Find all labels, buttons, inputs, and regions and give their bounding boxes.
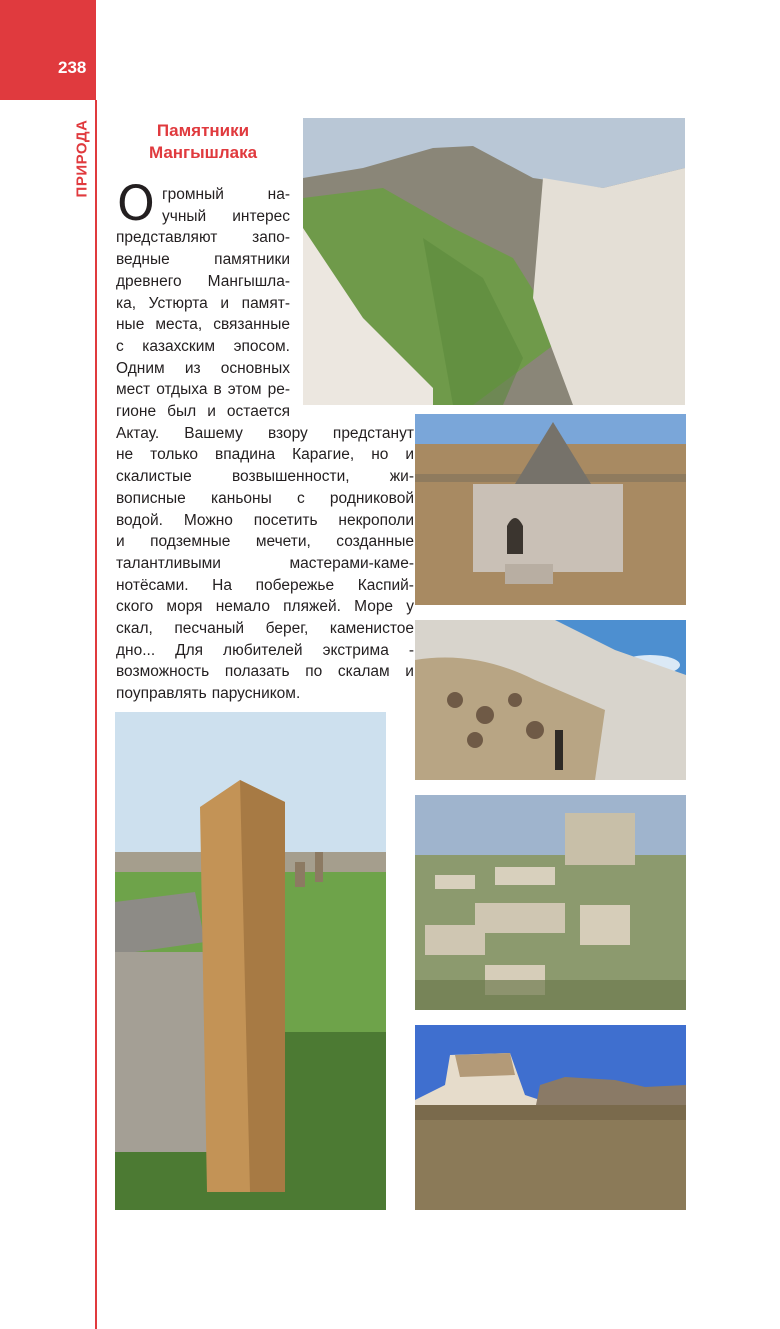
body-line — [116, 271, 290, 292]
body-word: Каспий- — [357, 576, 414, 594]
body-word: запо- — [252, 229, 290, 247]
body-word: нотёсами. — [116, 576, 189, 594]
section-label: ПРИРОДА — [73, 119, 91, 197]
body-word: казахским — [142, 337, 216, 355]
body-line — [116, 553, 414, 574]
body-line — [162, 184, 290, 205]
body-line — [116, 314, 290, 335]
body-word: мест — [116, 381, 151, 399]
body-word: дно... — [116, 641, 156, 659]
body-word: парусником. — [211, 685, 301, 703]
gravestone-photo — [115, 712, 386, 1210]
body-word: этом — [227, 381, 262, 399]
body-word: памятники — [214, 251, 290, 269]
body-word: Устюрта — [148, 294, 208, 312]
body-word: взору — [268, 424, 308, 442]
body-word: мечети, — [255, 533, 311, 551]
body-word: Можно — [183, 511, 233, 529]
body-line — [116, 488, 414, 509]
canyon-photo — [303, 118, 685, 405]
body-line — [116, 444, 414, 465]
body-word: не — [116, 446, 134, 464]
body-word: гионе — [116, 403, 157, 420]
body-word: с — [296, 489, 305, 507]
body-word: на- — [267, 186, 290, 203]
body-word: родниковой — [329, 489, 414, 507]
body-word: памят- — [241, 294, 290, 312]
body-word: скалистые — [116, 468, 192, 486]
body-word: побережье — [255, 576, 335, 594]
body-word: из — [184, 359, 201, 377]
body-word: вописные — [116, 489, 186, 507]
body-word: предстанут — [332, 424, 414, 442]
body-word: был — [167, 403, 197, 420]
body-line — [116, 510, 414, 531]
body-word: эпосом. — [233, 337, 290, 355]
body-word: учный — [162, 207, 207, 225]
body-line — [116, 596, 414, 617]
body-word: полазать — [224, 663, 290, 681]
body-word: мастерами-каме- — [289, 554, 414, 572]
body-word: скал, — [116, 620, 153, 637]
body-line — [116, 618, 414, 639]
body-word: и — [405, 446, 414, 464]
body-word: представляют — [116, 229, 218, 247]
body-word: с — [116, 337, 124, 355]
body-word: скалам — [337, 663, 390, 681]
body-word: интерес — [232, 207, 290, 225]
body-word: ные — [116, 316, 145, 334]
ruins-photo — [415, 795, 686, 1010]
body-word: посетить — [253, 511, 318, 529]
body-word: пляжей. — [283, 598, 341, 616]
body-line — [116, 466, 414, 487]
body-line — [116, 227, 290, 248]
body-word: ре- — [267, 381, 290, 399]
body-word: песчаный — [174, 620, 245, 637]
body-word: по — [305, 663, 323, 681]
body-word: экстрима — [322, 641, 389, 659]
body-line — [116, 661, 414, 682]
title-line: Памятники — [156, 121, 250, 140]
body-line — [116, 401, 290, 422]
body-word: ка, — [116, 294, 137, 312]
mausoleum-photo — [415, 414, 686, 605]
body-word: в — [213, 381, 222, 399]
body-word: любителей — [223, 641, 303, 659]
body-word: водой. — [116, 511, 163, 529]
body-line — [116, 640, 414, 661]
body-word: Вашему — [184, 424, 243, 442]
body-word: Карагие, — [292, 446, 355, 464]
body-word: древнего — [116, 272, 182, 290]
body-word: подземные — [150, 533, 231, 551]
body-line — [116, 683, 414, 704]
body-word: основных — [220, 359, 290, 377]
body-word: возможность — [116, 663, 210, 681]
body-line — [116, 379, 290, 400]
body-word: созданные — [336, 533, 414, 551]
body-word: Одним — [116, 359, 165, 377]
body-word: некрополи — [338, 511, 414, 529]
body-word: Актау. — [116, 424, 160, 442]
drop-cap: О — [117, 176, 155, 232]
body-word: Море — [354, 598, 394, 616]
body-word: остается — [226, 403, 290, 420]
body-word: и — [405, 663, 414, 681]
body-word: каменистое — [329, 620, 414, 637]
body-word: связанные — [213, 316, 290, 334]
body-word: талантливыми — [116, 554, 221, 572]
rock-formation-photo — [415, 620, 686, 780]
body-word: возвышенности, — [232, 468, 350, 486]
body-word: Мангышла- — [207, 272, 290, 290]
body-word: ведные — [116, 251, 170, 269]
body-word: ского — [116, 598, 154, 616]
body-word: жи- — [389, 468, 414, 486]
mesa-photo — [415, 1025, 686, 1210]
side-rule — [95, 100, 97, 1329]
body-line — [116, 423, 414, 444]
body-word: берег, — [265, 620, 309, 637]
body-word: Для — [175, 641, 204, 659]
body-line — [162, 206, 290, 227]
body-word: На — [212, 576, 232, 594]
body-line — [116, 293, 290, 314]
body-line — [116, 336, 290, 357]
article-title — [115, 120, 291, 164]
page-number: 238 — [58, 58, 87, 77]
body-word: поуправлять — [116, 685, 207, 703]
body-word: отдыха — [156, 381, 208, 399]
body-word: места, — [155, 316, 203, 334]
body-line — [116, 358, 290, 379]
body-word: - — [408, 641, 414, 659]
body-word: и — [116, 533, 125, 551]
body-word: у — [406, 598, 414, 616]
body-word: и — [220, 294, 230, 312]
page-number-box — [0, 0, 96, 100]
title-line: Мангышлака — [148, 143, 258, 162]
body-word: каньоны — [211, 489, 272, 507]
body-word: моря — [166, 598, 203, 616]
body-word: громный — [162, 186, 224, 203]
body-word: но — [371, 446, 389, 464]
section-tab — [71, 118, 93, 198]
body-word: и — [207, 403, 216, 420]
body-word: немало — [215, 598, 270, 616]
body-line — [116, 575, 414, 596]
body-word: впадина — [215, 446, 276, 464]
body-word: только — [150, 446, 199, 464]
body-line — [116, 249, 290, 270]
body-line — [116, 531, 414, 552]
